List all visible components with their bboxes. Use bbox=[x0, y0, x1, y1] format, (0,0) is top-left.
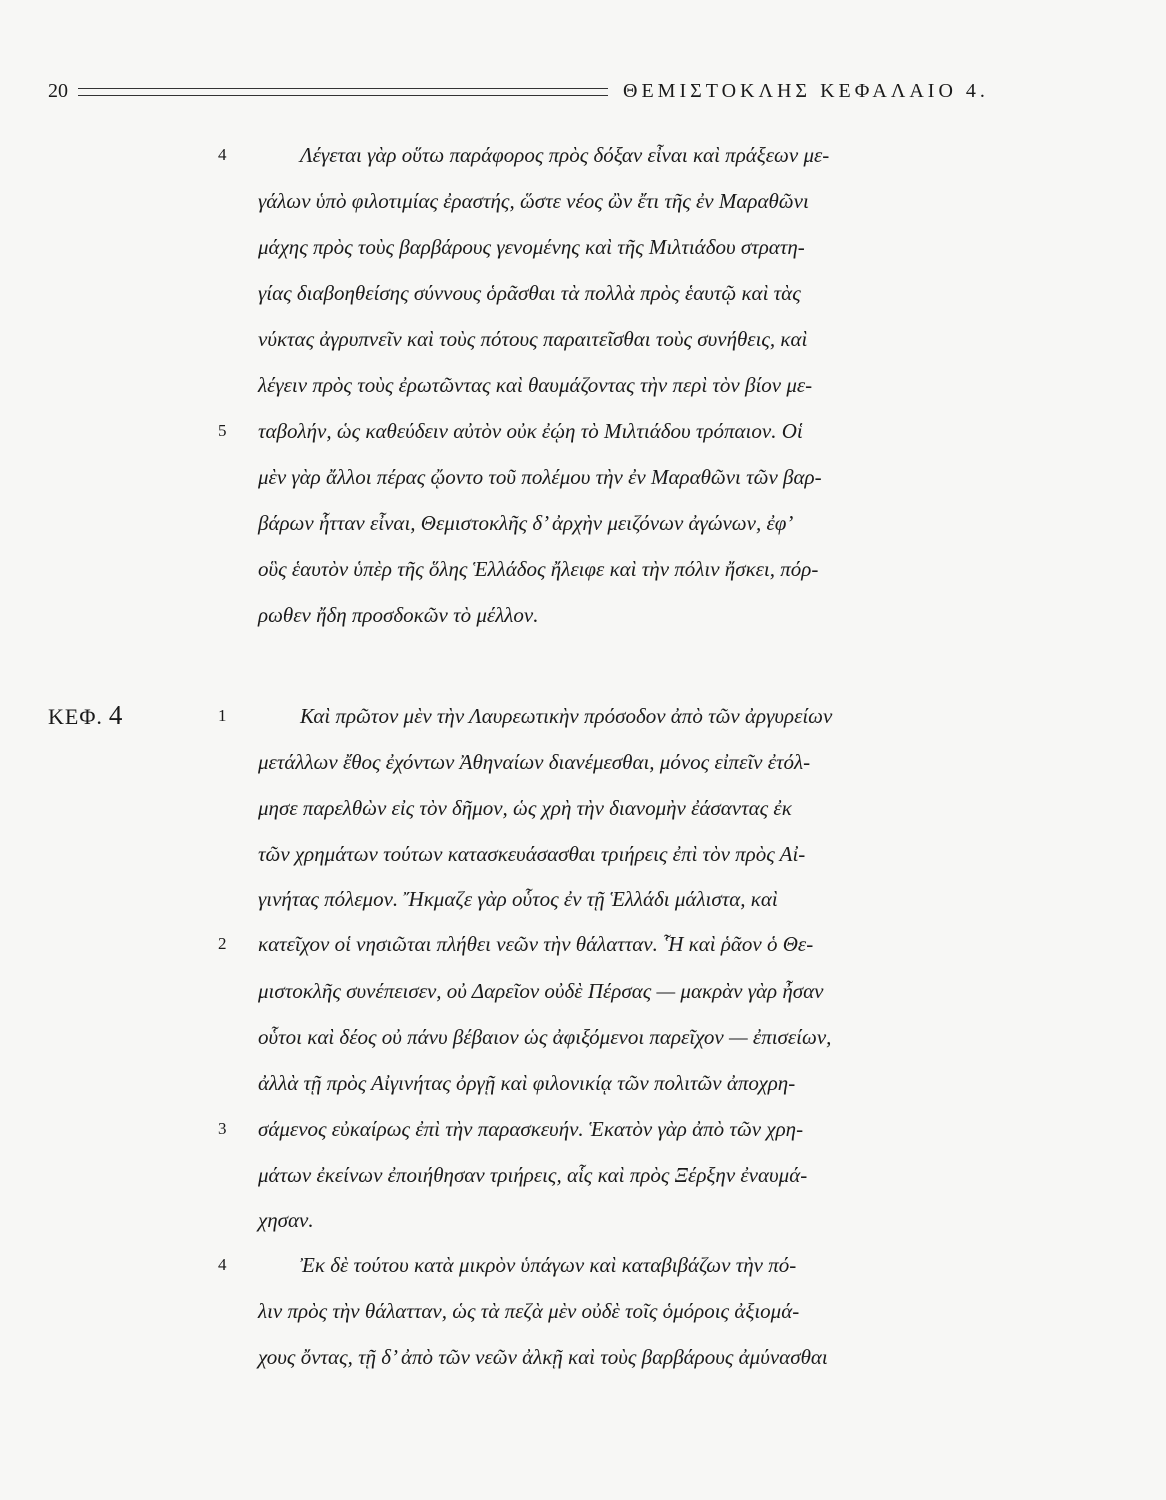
text-line: μάτων ἐκείνων ἐποιήθησαν τριήρεις, αἷς καὶ πρὸς Ξέρξην ἐναυμά- bbox=[258, 1163, 808, 1187]
text-line: βάρων ἧτταν εἶναι, Θεμιστοκλῆς δ’ ἀρχὴν μειζόνων ἀγώνων, ἐφ’ bbox=[258, 511, 794, 535]
section-number: 3 bbox=[218, 1119, 227, 1138]
text-line: νύκτας ἀγρυπνεῖν καὶ τοὺς πότους παραιτεῖσθαι τοὺς συνήθεις, καὶ bbox=[258, 327, 808, 351]
text-line: ρωθεν ἤδη προσδοκῶν τὸ μέλλον. bbox=[258, 603, 539, 627]
section-number: 5 bbox=[218, 421, 227, 440]
text-line: Ἐκ δὲ τούτου κατὰ μικρὸν ὑπάγων καὶ καταβιβάζων τὴν πό- bbox=[300, 1253, 797, 1277]
text-line: γινήτας πόλεμον. Ἤκμαζε γὰρ οὗτος ἐν τῇ Ἑλλάδι μάλιστα, καὶ bbox=[258, 887, 778, 911]
text-line: οὗτοι καὶ δέος οὐ πάνυ βέβαιον ὡς ἀφιξόμενοι παρεῖχον — ἐπισείων, bbox=[258, 1025, 832, 1049]
chapter-number: 4 bbox=[108, 700, 124, 730]
text-line: μετάλλων ἔθος ἐχόντων Ἀθηναίων διανέμεσθαι, μόνος εἰπεῖν ἐτόλ- bbox=[258, 750, 811, 774]
chapter-prefix: ΚΕΦ. bbox=[48, 704, 103, 729]
text-line: Καὶ πρῶτον μὲν τὴν Λαυρεωτικὴν πρόσοδον ἀπὸ τῶν ἀργυρείων bbox=[300, 704, 833, 728]
text-line: τῶν χρημάτων τούτων κατασκευάσασθαι τριήρεις ἐπὶ τὸν πρὸς Αἰ- bbox=[258, 842, 806, 866]
text-line: ἀλλὰ τῇ πρὸς Αἰγινήτας ὀργῇ καὶ φιλονικίᾳ τῶν πολιτῶν ἀποχρη- bbox=[258, 1071, 796, 1095]
text-line: χους ὄντας, τῇ δ’ ἀπὸ τῶν νεῶν ἀλκῇ καὶ τοὺς βαρβάρους ἀμύνασθαι bbox=[258, 1345, 828, 1369]
text-line: χησαν. bbox=[258, 1208, 314, 1232]
text-line: οὓς ἑαυτὸν ὑπὲρ τῆς ὅλης Ἑλλάδος ἤλειφε καὶ τὴν πόλιν ἤσκει, πόρ- bbox=[258, 557, 819, 581]
section-number: 4 bbox=[218, 1255, 227, 1274]
section-number: 4 bbox=[218, 145, 227, 164]
running-title: ΘΕΜΙΣΤΟΚΛΗΣ ΚΕΦΑΛΑΙΟ 4. bbox=[623, 80, 989, 102]
text-line: λιν πρὸς τὴν θάλατταν, ὡς τὰ πεζὰ μὲν οὐδὲ τοῖς ὁμόροις ἀξιομά- bbox=[258, 1299, 800, 1323]
section-number: 2 bbox=[218, 934, 227, 953]
page-number: 20 bbox=[48, 80, 68, 102]
running-header bbox=[48, 80, 1088, 114]
text-line: μιστοκλῆς συνέπεισεν, οὐ Δαρεῖον οὐδὲ Πέρσας — μακρὰν γὰρ ἦσαν bbox=[258, 979, 824, 1003]
text-line: γίας διαβοηθείσης σύννους ὁρᾶσθαι τὰ πολλὰ πρὸς ἑαυτῷ καὶ τὰς bbox=[258, 281, 801, 305]
text-line: μὲν γὰρ ἄλλοι πέρας ᾤοντο τοῦ πολέμου τὴν ἐν Μαραθῶνι τῶν βαρ- bbox=[258, 465, 822, 489]
section-number: 1 bbox=[218, 706, 227, 725]
text-line: σάμενος εὐκαίρως ἐπὶ τὴν παρασκευήν. Ἑκατὸν γὰρ ἀπὸ τῶν χρη- bbox=[258, 1117, 804, 1141]
text-line: κατεῖχον οἱ νησιῶται πλήθει νεῶν τὴν θάλατταν. Ἧ καὶ ῥᾶον ὁ Θε- bbox=[258, 932, 814, 956]
text-line: λέγειν πρὸς τοὺς ἐρωτῶντας καὶ θαυμάζοντας τὴν περὶ τὸν βίον με- bbox=[258, 373, 813, 397]
header-rule bbox=[78, 88, 608, 96]
text-line: μάχης πρὸς τοὺς βαρβάρους γενομένης καὶ τῆς Μιλτιάδου στρατη- bbox=[258, 235, 805, 259]
text-line: Λέγεται γὰρ οὕτω παράφορος πρὸς δόξαν εἶναι καὶ πράξεων με- bbox=[300, 143, 830, 167]
chapter-label bbox=[48, 700, 123, 731]
text-line: γάλων ὑπὸ φιλοτιμίας ἐραστής, ὥστε νέος ὢν ἔτι τῆς ἐν Μαραθῶνι bbox=[258, 189, 809, 213]
text-line: μησε παρελθὼν εἰς τὸν δῆμον, ὡς χρὴ τὴν διανομὴν ἐάσαντας ἐκ bbox=[258, 796, 792, 820]
text-line: ταβολήν, ὡς καθεύδειν αὐτὸν οὐκ ἐῴη τὸ Μιλτιάδου τρόπαιον. Οἱ bbox=[258, 419, 803, 443]
